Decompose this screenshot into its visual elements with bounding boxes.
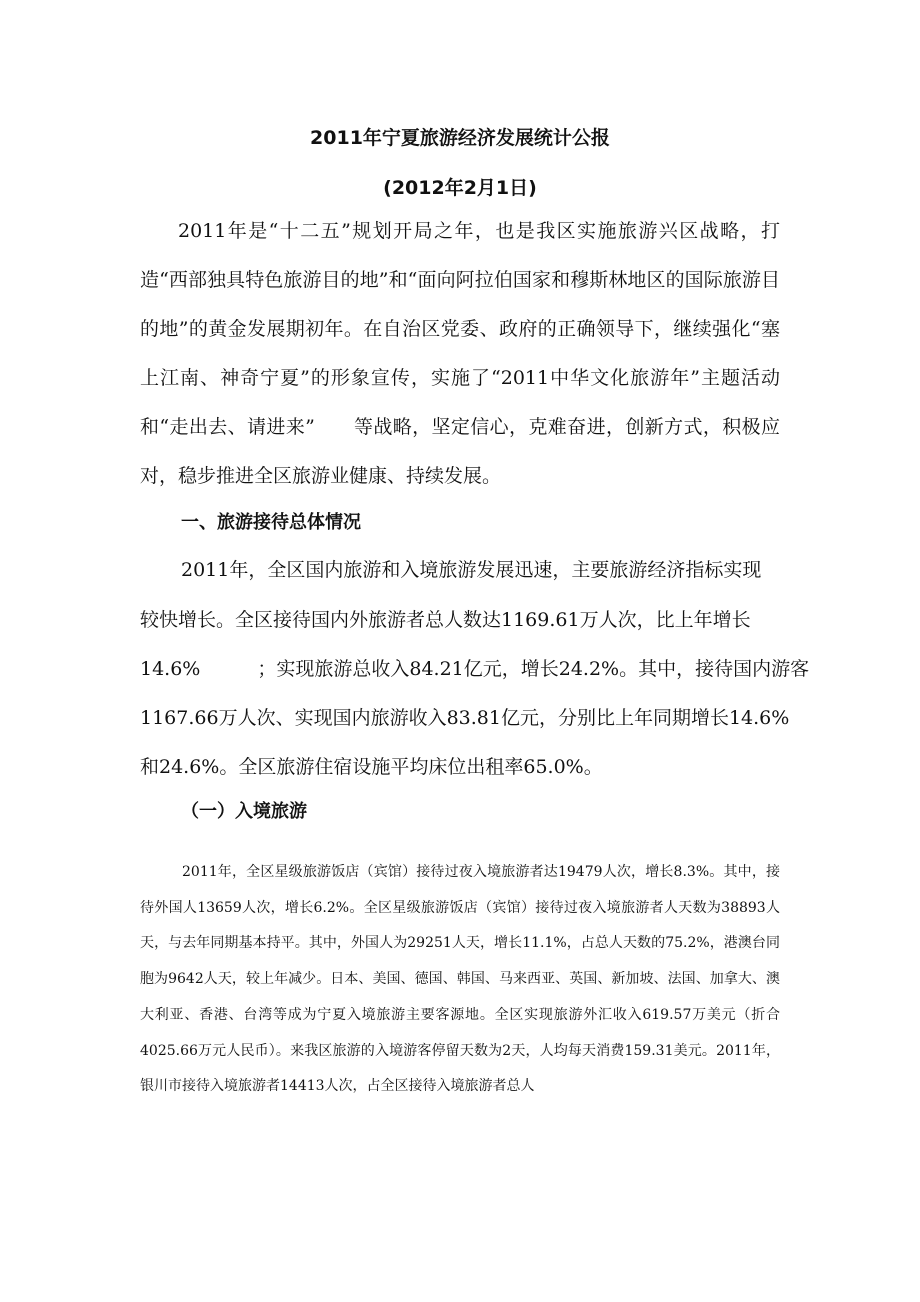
- document-date: (2012年2月1日): [383, 177, 537, 199]
- inbound-tourism-paragraph: 2011年，全区星级旅游饭店（宾馆）接待过夜入境旅游者达19479人次，增长8.3%。其中，接待外国人13659人次，增长6.2%。全区星级旅游饭店（宾馆）接待过夜入境旅游者人天数为38893人天，与去年同期基本持平。其中，外国人为29251人天，增长11.1%，占总人天数的75.2%，港澳台同胞为9642人天，较上年减少。日本、美国、德国、韩国、马来西亚、英国、新加坡、法国、加拿大、澳大利亚、香港、台湾等成为宁夏入境旅游主要客源地。全区实现旅游外汇收入619.57万美元（折合4025.66万元人民币）。来我区旅游的入境游客停留天数为2天，人均每天消费159.31美元。2011年，银川市接待入境旅游者14413人次，占全区接待入境旅游者总人: [140, 864, 780, 1095]
- document-title: 2011年宁夏旅游经济发展统计公报: [310, 127, 610, 149]
- intro-paragraph: 2011年是“十二五”规划开局之年，也是我区实施旅游兴区战略，打造“西部独具特色旅游目的地”和“面向阿拉伯国家和穆斯林地区的国际旅游目的地”的黄金发展期初年。在自治区党委、政府的正确领导下，继续强化“塞上江南、神奇宁夏”的形象宣传，实施了“2011中华文化旅游年”主题活动和“走出去、请进来” 等战略，坚定信心，克难奋进，创新方式，积极应对，稳步推进全区旅游业健康、持续发展。: [140, 220, 780, 487]
- section1-line: 1167.66万人次、实现国内旅游收入83.81亿元，分别比上年同期增长14.6%: [140, 707, 790, 729]
- subsection-heading-inbound-tourism: （一）入境旅游: [181, 801, 307, 822]
- section1-line: 较快增长。全区接待国内外旅游者总人数达1169.61万人次，比上年增长: [140, 609, 751, 631]
- section1-line: 2011年，全区国内旅游和入境旅游发展迅速，主要旅游经济指标实现: [181, 559, 762, 581]
- section1-line: 和24.6%。全区旅游住宿设施平均床位出租率65.0%。: [140, 756, 603, 778]
- section-heading-reception-overview: 一、旅游接待总体情况: [181, 512, 361, 533]
- section1-line: 14.6% ；实现旅游总收入84.21亿元，增长24.2%。其中，接待国内游客: [140, 658, 810, 680]
